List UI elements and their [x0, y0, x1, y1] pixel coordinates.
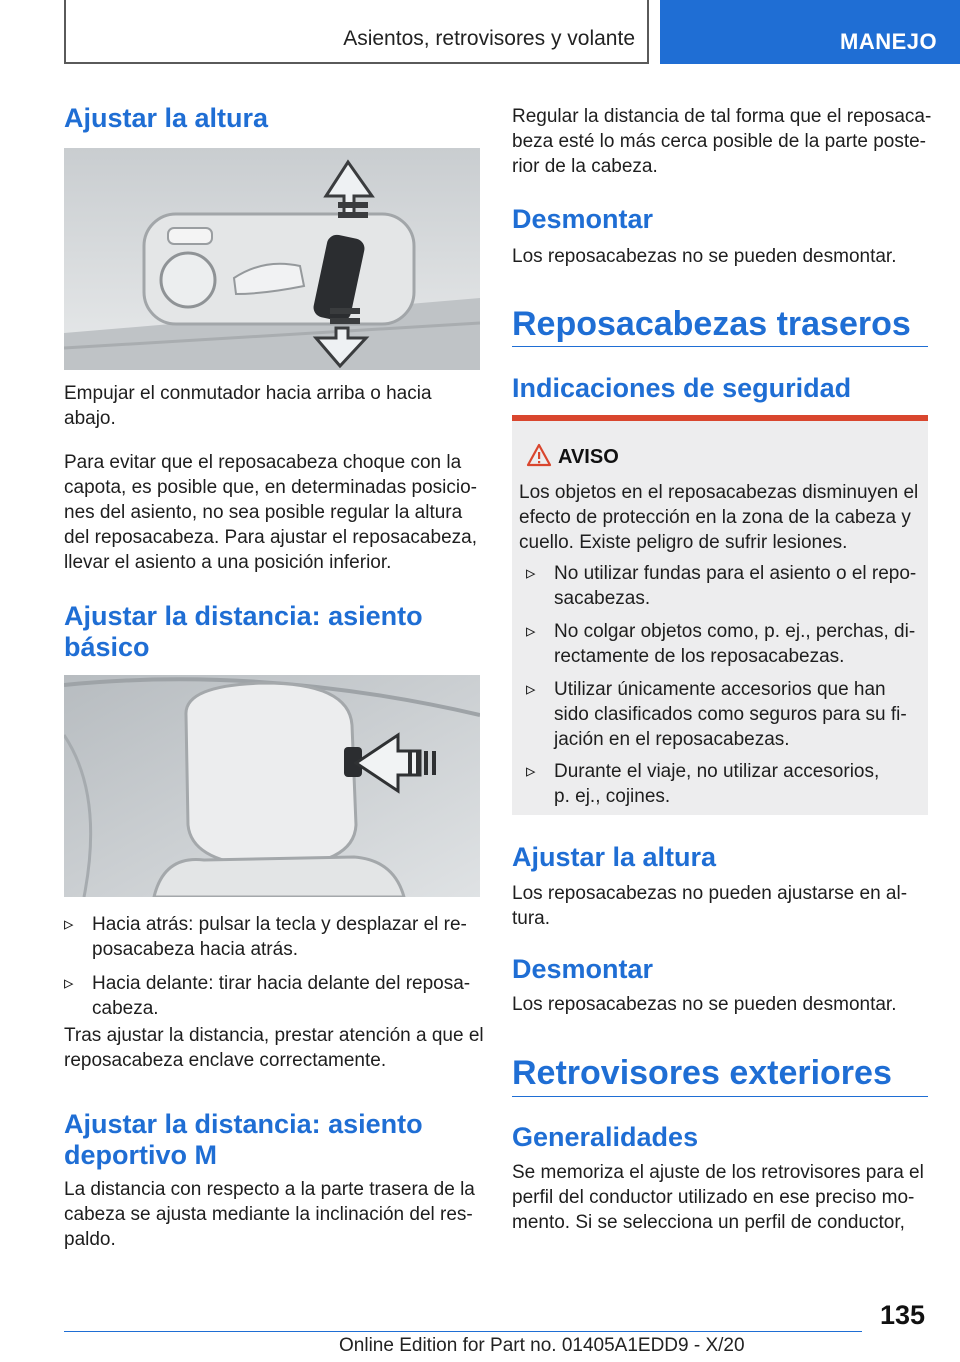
section-title: Asientos, retrovisores y volante	[343, 27, 635, 50]
text-line: jación en el reposacabezas.	[554, 729, 790, 750]
text-line: Durante el viaje, no utilizar accesorios,	[554, 761, 880, 782]
text-line: nes del asiento, no sea posible regular la altura	[64, 502, 463, 523]
text-line: paldo.	[64, 1229, 116, 1250]
text-line: p. ej., cojines.	[554, 786, 671, 807]
text-line: sacabezas.	[554, 588, 651, 609]
text-line: sido clasificados como seguros para su fi-	[554, 704, 907, 725]
text-line: Para evitar que el reposacabeza choque con la	[64, 452, 462, 473]
text-line: efecto de protección en la zona de la cabeza y	[519, 507, 911, 528]
text-line: llevar el asiento a una posición inferior.	[64, 552, 392, 573]
heading-line: Ajustar la distancia: asiento	[64, 1109, 423, 1139]
tab-manejo[interactable]	[660, 0, 960, 64]
footer-edition: Online Edition for Part no. 01405A1EDD9 - X/20	[339, 1335, 745, 1356]
heading-rule	[512, 346, 928, 347]
heading-line: básico	[64, 632, 150, 662]
text-line: Tras ajustar la distancia, prestar atención a que el	[64, 1025, 484, 1046]
text-line: cabeza se ajusta mediante la inclinación del res-	[64, 1204, 473, 1225]
text-line: No colgar objetos como, p. ej., perchas, di-	[554, 621, 916, 642]
warning-title: AVISO	[558, 446, 619, 468]
warning-box	[512, 415, 928, 815]
paragraph-deportivo	[64, 1177, 475, 1252]
heading-reposacabezas-traseros: Reposacabezas traseros	[512, 305, 911, 343]
warning-triangle-icon	[526, 443, 552, 467]
text-line: abajo.	[64, 408, 116, 429]
triangle-bullet-icon: ▹	[64, 914, 74, 935]
text-line: posacabeza hacia atrás.	[92, 939, 298, 960]
text-line: La distancia con respecto a la parte trasera de la	[64, 1179, 475, 1200]
text-line: del reposacabeza. Para ajustar el reposacabeza,	[64, 527, 477, 548]
text-line: capota, es posible que, en determinadas posicio-	[64, 477, 477, 498]
text-line: Hacia atrás: pulsar la tecla y desplazar el re-	[92, 914, 467, 935]
text-line: beza esté lo más cerca posible de la parte poste-	[512, 131, 927, 152]
text-line: Los reposacabezas no pueden ajustarse en al-	[512, 883, 908, 904]
text-line: Empujar el conmutador hacia arriba o hacia	[64, 383, 432, 404]
triangle-bullet-icon: ▹	[526, 563, 536, 584]
list-item	[526, 561, 922, 611]
paragraph-tras-ajustar	[64, 1023, 484, 1073]
tab-label: MANEJO	[840, 29, 938, 54]
text-line: rior de la cabeza.	[512, 156, 658, 177]
headrest-illustration	[64, 675, 480, 897]
text-line: reposacabeza enclave correctamente.	[64, 1050, 387, 1071]
list-item	[526, 759, 922, 809]
text-line: tura.	[512, 908, 551, 929]
triangle-bullet-icon: ▹	[526, 761, 536, 782]
heading-line: Ajustar la distancia: asiento	[64, 601, 423, 631]
text-line: rectamente de los reposacabezas.	[554, 646, 845, 667]
seat-switch-illustration	[64, 148, 480, 370]
list-item	[526, 677, 922, 752]
warning-text	[519, 480, 918, 555]
heading-distancia-deportivo	[64, 1109, 423, 1171]
heading-desmontar-2: Desmontar	[512, 954, 654, 984]
text-line: No utilizar fundas para el asiento o el repo-	[554, 563, 917, 584]
heading-retrovisores-exteriores: Retrovisores exteriores	[512, 1054, 892, 1092]
text-line: perfil del conductor utilizado en ese preciso mo-	[512, 1187, 915, 1208]
text-line: mento. Si se selecciona un perfil de conductor,	[512, 1212, 905, 1233]
page-number: 135	[880, 1300, 926, 1330]
heading-indicaciones-seguridad: Indicaciones de seguridad	[512, 373, 852, 403]
heading-rule	[512, 1096, 928, 1097]
header-section	[64, 0, 649, 64]
paragraph-evitar	[64, 450, 477, 575]
text-line: Utilizar únicamente accesorios que han	[554, 679, 886, 700]
text-line: Regular la distancia de tal forma que el reposaca-	[512, 106, 932, 127]
triangle-bullet-icon: ▹	[64, 973, 74, 994]
paragraph-altura-2	[512, 881, 907, 931]
list-item	[64, 912, 480, 962]
paragraph-generalidades	[512, 1160, 924, 1235]
heading-distancia-basico	[64, 601, 423, 663]
text-line: Hacia delante: tirar hacia delante del reposa-	[92, 973, 471, 994]
triangle-bullet-icon: ▹	[526, 679, 536, 700]
list-item	[526, 619, 922, 669]
seat-switch-figure	[64, 148, 480, 370]
paragraph-regular	[512, 104, 931, 179]
text-line: Los objetos en el reposacabezas disminuyen el	[519, 482, 919, 503]
heading-ajustar-altura-2: Ajustar la altura	[512, 842, 717, 872]
text-line: cabeza.	[92, 998, 159, 1019]
footer-rule	[64, 1331, 862, 1332]
triangle-bullet-icon: ▹	[526, 621, 536, 642]
paragraph-desmontar: Los reposacabezas no se pueden desmontar.	[512, 246, 897, 267]
heading-line: deportivo M	[64, 1140, 217, 1170]
text-line: Se memoriza el ajuste de los retrovisores para el	[512, 1162, 924, 1183]
list-item	[64, 971, 480, 1021]
heading-generalidades: Generalidades	[512, 1122, 699, 1152]
heading-ajustar-altura: Ajustar la altura	[64, 103, 269, 133]
paragraph-desmontar-2: Los reposacabezas no se pueden desmontar.	[512, 994, 897, 1015]
heading-desmontar: Desmontar	[512, 204, 654, 234]
headrest-figure	[64, 675, 480, 897]
paragraph-empujar	[64, 381, 432, 431]
text-line: cuello. Existe peligro de sufrir lesiones.	[519, 532, 848, 553]
